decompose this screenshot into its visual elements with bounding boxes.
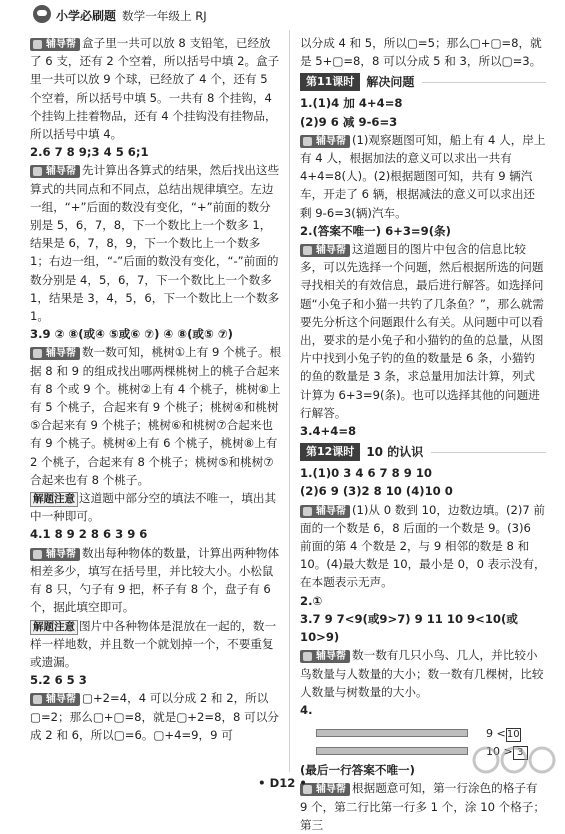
tutor-badge-icon (303, 652, 312, 661)
paragraph-text: 2.6 7 8 9;3 4 5 6;1 (30, 145, 149, 160)
paragraph-text: 4. (300, 702, 313, 717)
note-label: 解题注意 (30, 492, 78, 507)
column-divider (289, 30, 290, 772)
lesson-tag: 第12课时 (300, 443, 360, 461)
shaded-bar (316, 729, 468, 737)
tutor-badge-label: 辅导帮 (46, 548, 76, 560)
paragraph-text: 4.1 8 9 2 8 6 3 9 6 (30, 527, 148, 542)
answer-line (300, 592, 546, 610)
answer-line (30, 143, 282, 161)
page-number: • D12 • (258, 776, 307, 790)
section-rule (422, 82, 546, 83)
paragraph-text: 盒子里一共可以放 8 支铅笔，已经放了 6 支，还有 2 个空着，所以括号中填 2。盒子里一共可以放 9 个球，已经放了 4 个，还有 5 个空着，所以括号中填 5。一共有 8 个挂钩，4 个挂钩上挂着物品，还有 4 个挂钩没有挂物品，所以括号中填 4。 (30, 36, 280, 142)
tutor-badge (30, 165, 80, 178)
tutor-badge-icon (33, 550, 42, 559)
tutor-badge-label: 辅导帮 (46, 348, 76, 360)
comparison-text: 9 < (486, 727, 506, 741)
paragraph-text: 3.4+4=8 (300, 424, 357, 439)
paragraph-text: (1)观察题图可知，船上有 4 人，岸上有 4 人，根据加法的意义可以求出一共有 4+4=8(人)。(2)根据题图可知，共有 9 辆汽车，开走了 6 辆，根据减法的意义可以求出还剩 9-6=3(辆)汽车。 (300, 132, 546, 220)
paragraph-text: (2)9 6 减 9-6=3 (300, 114, 398, 129)
tutor-badge-label: 辅导帮 (316, 651, 346, 663)
tutor-badge (30, 38, 80, 51)
paragraph-text: (最后一行答案不唯一) (300, 763, 415, 778)
note-paragraph (30, 617, 282, 672)
paragraph-text: 5.2 6 5 3 (30, 673, 87, 688)
paragraph-text: 1.(1)0 3 4 6 7 8 9 10 (300, 466, 432, 481)
paragraph-text: 3.9 ② ⑧(或④ ⑤或⑥ ⑦) ④ ⑧(或⑤ ⑦) (30, 327, 233, 342)
paragraph-text: 数出每种物体的数量，计算出两种物体相差多少，填写在括号里，并比较大小。小松鼠有 8 只，勺子有 9 把，杯子有 8 个，盘子有 6 个，据此填空即可。 (30, 545, 280, 615)
tutor-badge (300, 650, 350, 663)
explanation-paragraph (30, 343, 282, 489)
tutor-badge-icon (33, 349, 42, 358)
answer-line (300, 222, 546, 240)
tutor-badge-label: 辅导帮 (316, 784, 346, 796)
brand-logo-icon (33, 5, 51, 23)
answer-line (300, 94, 546, 112)
answer-line (30, 525, 282, 543)
explanation-paragraph (30, 544, 282, 617)
tutor-badge-label: 辅导帮 (316, 245, 346, 257)
tutor-badge-label: 辅导帮 (46, 166, 76, 178)
paragraph-text: (1)从 0 数到 10，边数边填。(2)7 前面的一个数是 6，8 后面的一个数是 9。(3)6 前面的第 4 个数是 2，与 9 相邻的数是 8 和 10。(4)最大数是 10，最小是 0，0 表示没有，在本题表示无声。 (300, 502, 546, 590)
answer-line (300, 610, 546, 646)
answer-line (300, 113, 546, 131)
paragraph-text: 数一数可知，桃树①上有 9 个桃子。根据 8 和 9 的组成找出哪两棵桃树上的桃子合起来有 8 个或 9 个。桃树②上有 4 个桃子，桃树⑧上有 5 个桃子，合起来有 9 个桃子；桃树④和桃树⑤合起来有 9 个桃子；桃树⑥和桃树⑦合起来也有 9 个桃子。桃树④上有 6 个桃子，桃树⑧上有 2 个桃子，合起来有 8 个桃子；桃树⑤和桃树⑦合起来也有 8 个桃子。 (30, 345, 282, 487)
paragraph-text: 2.① (300, 593, 323, 608)
page-header (0, 0, 565, 34)
explanation-paragraph (300, 240, 546, 422)
answer-line (300, 701, 546, 719)
note-paragraph (30, 489, 282, 525)
comparison-text: 10 > (486, 745, 513, 759)
section-rule (431, 452, 546, 453)
paragraph-text: 根据题意可知，第一行涂色的格子有 9 个，第二行比第一行多 1 个，涂 10 个格子；第三 (300, 781, 546, 832)
paragraph-text: 3.7 9 7<9(或9>7) 9 11 10 9<10(或10>9) (300, 611, 518, 645)
paragraph-text: 这道题目的图片中包含的信息比较多，可以先选择一个问题，然后根据所选的问题寻找相关的有效信息，最后进行解答。如选择问题“小兔子和小猫一共钓了几条鱼？”，那么就需要先分析这个问题跟什么有关。从问题中可以看出，要求的是小兔子和小猫钓的鱼的总量，从图片中找到小兔子钓的鱼的数量是 6 条，小猫钓的鱼的数量是 3 条，求总量用加法计算，列式计算为 6+3=9(条)。也可以选择其他的问题进行解答。 (300, 242, 544, 420)
paragraph-text: 2.(答案不唯一) 6+3=9(条) (300, 223, 451, 238)
explanation-paragraph (30, 161, 282, 325)
paragraph-text: 这道题中部分空的填法不唯一，填出其中一种即可。 (30, 491, 277, 524)
answer-line (30, 325, 282, 343)
answer-line (30, 671, 282, 689)
tutor-badge-icon (303, 507, 312, 516)
tutor-badge (30, 548, 80, 561)
tutor-badge-label: 辅导帮 (316, 135, 346, 147)
explanation-paragraph (300, 501, 546, 592)
paragraph-text: 1.(1)4 加 4+4=8 (300, 96, 403, 111)
right-column (300, 34, 546, 834)
lesson-tag: 第11课时 (300, 73, 360, 91)
answer-box: 3 (513, 746, 528, 760)
subject-title: 数学一年级上 RJ (122, 9, 207, 23)
tutor-badge (300, 135, 350, 148)
tutor-badge (300, 244, 350, 257)
paragraph-text: 先计算出各算式的结果，然后找出这些算式的共同点和不同点，总结出规律填空。左边一组，“+”后面的数没有变化，“+”前面的数分别是 5，6，7，8，下一个数比上一个数多 1，结果是 6，7，8，9，下一个数比上一个数多 1；右边一组，“-”后面的数没有变化，“-”前面的数分别是 4，5，6，7，下一个数比上一个数多 1，结果是 3，4，5，6，下一个数比上一个数多 1。 (30, 163, 280, 324)
note-label: 解题注意 (30, 620, 78, 635)
explanation-paragraph (30, 689, 282, 744)
paragraph-text: (2)6 9 (3)2 8 10 (4)10 0 (300, 484, 453, 499)
tutor-badge-icon (33, 695, 42, 704)
watermark-logo-icon (466, 740, 562, 790)
paragraph-text: 以分成 4 和 5，所以▢=5；那么▢+▢=8，就是 5+▢=8，8 可以分成 5 和 3，所以▢=3。 (300, 36, 542, 69)
paragraph-text: 数一数有几只小鸟、几人，并比较小鸟数量与人数量的大小；数一数有几棵树，比较人数量与树数量的大小。 (300, 648, 544, 699)
lesson-topic: 10 的认识 (366, 445, 424, 460)
tutor-badge (30, 347, 80, 360)
explanation-paragraph (30, 34, 282, 143)
answer-line (300, 422, 546, 440)
tutor-badge-label: 辅导帮 (46, 694, 76, 706)
tutor-badge (300, 505, 350, 518)
explanation-paragraph (300, 646, 546, 701)
tutor-badge-icon (303, 137, 312, 146)
answer-line (300, 464, 546, 482)
tutor-badge-icon (303, 246, 312, 255)
lesson-section-header (300, 72, 546, 92)
tutor-badge (30, 693, 80, 706)
shaded-bar (316, 747, 468, 755)
answer-line (300, 482, 546, 500)
lesson-section-header (300, 442, 546, 462)
brand-title: 小学必刷题 (56, 9, 117, 23)
answer-box: 10 (506, 729, 520, 741)
tutor-badge-label: 辅导帮 (316, 505, 346, 517)
paragraph-text: 图片中各种物体是混放在一起的，数一样一样地数，并且数一个就划掉一个，不要重复或遗漏。 (30, 618, 277, 669)
explanation-paragraph (300, 131, 546, 222)
text-paragraph (300, 34, 546, 70)
tutor-badge-icon (33, 40, 42, 49)
lesson-topic: 解决问题 (366, 75, 415, 90)
tutor-badge-label: 辅导帮 (46, 39, 76, 50)
paragraph-text: ▢+2=4，4 可以分成 2 和 2，所以▢=2；那么▢+▢=8，就是▢+2=8，8 可以分成 2 和 6，所以▢=6。▢+4=9，9 可 (30, 691, 279, 742)
left-column (30, 34, 282, 744)
tutor-badge-icon (33, 167, 42, 176)
